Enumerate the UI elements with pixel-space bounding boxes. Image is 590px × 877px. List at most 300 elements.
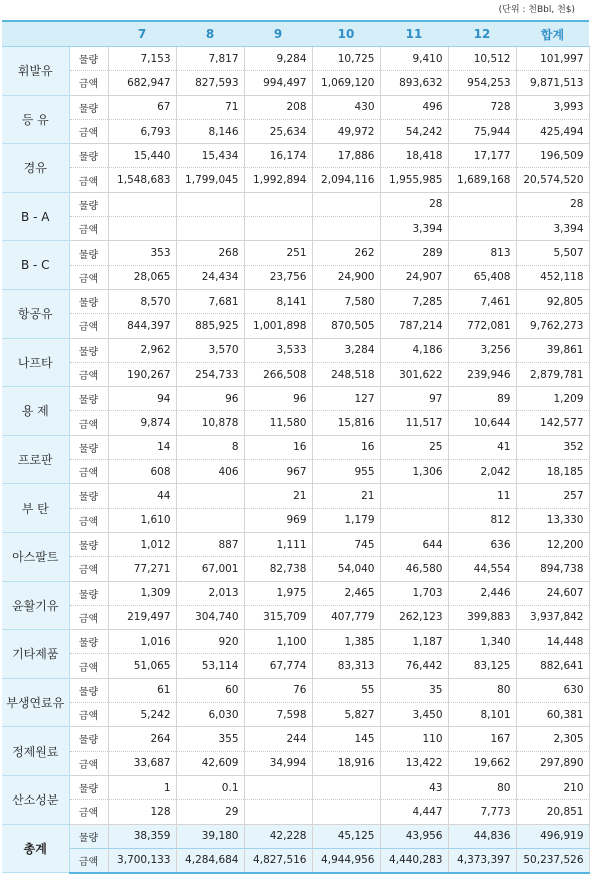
table-row xyxy=(2,824,589,848)
product-name: 경유 xyxy=(2,144,69,193)
volume-cell: 262 xyxy=(312,241,380,265)
amount-cell: 2,042 xyxy=(448,460,516,484)
amount-cell: 893,632 xyxy=(380,71,448,95)
row-type-label: 물량 xyxy=(69,630,108,654)
volume-total-cell: 210 xyxy=(516,775,589,799)
amount-cell: 5,242 xyxy=(108,703,176,727)
product-name: 정제원료 xyxy=(2,727,69,776)
volume-cell: 7,153 xyxy=(108,47,176,71)
volume-cell: 7,461 xyxy=(448,289,516,313)
volume-cell: 43,956 xyxy=(380,824,448,848)
amount-cell: 254,733 xyxy=(176,362,244,386)
volume-cell: 636 xyxy=(448,532,516,556)
amount-cell: 967 xyxy=(244,460,312,484)
amount-cell: 2,094,116 xyxy=(312,168,380,192)
amount-cell: 18,916 xyxy=(312,751,380,775)
volume-cell: 76 xyxy=(244,678,312,702)
amount-cell: 42,609 xyxy=(176,751,244,775)
volume-cell: 11 xyxy=(448,484,516,508)
amount-cell: 994,497 xyxy=(244,71,312,95)
volume-cell: 97 xyxy=(380,387,448,411)
table-row xyxy=(2,460,589,484)
volume-total-cell: 196,509 xyxy=(516,144,589,168)
amount-cell: 812 xyxy=(448,508,516,532)
amount-cell: 787,214 xyxy=(380,314,448,338)
row-type-label: 물량 xyxy=(69,775,108,799)
volume-cell xyxy=(448,192,516,216)
volume-cell: 3,533 xyxy=(244,338,312,362)
volume-total-cell: 24,607 xyxy=(516,581,589,605)
row-type-label: 금액 xyxy=(69,119,108,143)
amount-total-cell: 20,851 xyxy=(516,800,589,824)
volume-total-cell: 630 xyxy=(516,678,589,702)
volume-total-cell: 28 xyxy=(516,192,589,216)
table-row xyxy=(2,265,589,289)
amount-cell: 44,554 xyxy=(448,557,516,581)
table-row xyxy=(2,387,589,411)
volume-cell: 96 xyxy=(244,387,312,411)
table-row xyxy=(2,338,589,362)
row-type-label: 금액 xyxy=(69,703,108,727)
amount-cell: 1,306 xyxy=(380,460,448,484)
amount-cell: 955 xyxy=(312,460,380,484)
volume-cell: 430 xyxy=(312,95,380,119)
volume-cell: 3,570 xyxy=(176,338,244,362)
volume-cell: 1,012 xyxy=(108,532,176,556)
amount-total-cell: 18,185 xyxy=(516,460,589,484)
volume-cell: 3,284 xyxy=(312,338,380,362)
volume-cell: 71 xyxy=(176,95,244,119)
volume-cell: 38,359 xyxy=(108,824,176,848)
amount-cell xyxy=(244,217,312,241)
table-row xyxy=(2,217,589,241)
amount-cell: 4,944,956 xyxy=(312,848,380,872)
volume-cell: 61 xyxy=(108,678,176,702)
volume-cell xyxy=(176,484,244,508)
header-month-12: 12 xyxy=(448,21,516,47)
table-row xyxy=(2,144,589,168)
row-type-label: 금액 xyxy=(69,800,108,824)
volume-cell: 80 xyxy=(448,775,516,799)
amount-cell: 23,756 xyxy=(244,265,312,289)
amount-cell: 608 xyxy=(108,460,176,484)
row-type-label: 금액 xyxy=(69,460,108,484)
product-name: 총계 xyxy=(2,824,69,873)
table-row xyxy=(2,775,589,799)
volume-cell: 55 xyxy=(312,678,380,702)
volume-cell: 41 xyxy=(448,435,516,459)
row-type-label: 금액 xyxy=(69,751,108,775)
amount-cell: 1,179 xyxy=(312,508,380,532)
amount-cell: 34,994 xyxy=(244,751,312,775)
volume-cell: 25 xyxy=(380,435,448,459)
table-row xyxy=(2,95,589,119)
table-row xyxy=(2,678,589,702)
volume-cell: 45,125 xyxy=(312,824,380,848)
amount-cell: 15,816 xyxy=(312,411,380,435)
amount-cell: 885,925 xyxy=(176,314,244,338)
volume-cell: 80 xyxy=(448,678,516,702)
table-row xyxy=(2,168,589,192)
amount-cell: 1,610 xyxy=(108,508,176,532)
row-type-label: 물량 xyxy=(69,532,108,556)
amount-cell: 76,442 xyxy=(380,654,448,678)
row-type-label: 물량 xyxy=(69,192,108,216)
volume-cell: 920 xyxy=(176,630,244,654)
amount-cell: 3,700,133 xyxy=(108,848,176,872)
volume-cell xyxy=(244,192,312,216)
volume-cell: 21 xyxy=(312,484,380,508)
amount-cell: 7,598 xyxy=(244,703,312,727)
header-month-11: 11 xyxy=(380,21,448,47)
amount-cell: 4,373,397 xyxy=(448,848,516,872)
amount-total-cell: 13,330 xyxy=(516,508,589,532)
volume-cell: 127 xyxy=(312,387,380,411)
amount-total-cell: 882,641 xyxy=(516,654,589,678)
volume-cell: 8,570 xyxy=(108,289,176,313)
amount-total-cell: 142,577 xyxy=(516,411,589,435)
volume-cell: 1,016 xyxy=(108,630,176,654)
amount-cell: 8,101 xyxy=(448,703,516,727)
volume-cell: 42,228 xyxy=(244,824,312,848)
amount-cell: 4,827,516 xyxy=(244,848,312,872)
amount-cell: 6,793 xyxy=(108,119,176,143)
amount-cell: 8,146 xyxy=(176,119,244,143)
volume-cell: 39,180 xyxy=(176,824,244,848)
amount-cell: 969 xyxy=(244,508,312,532)
amount-cell: 301,622 xyxy=(380,362,448,386)
row-type-label: 물량 xyxy=(69,824,108,848)
amount-cell: 67,774 xyxy=(244,654,312,678)
amount-cell: 3,394 xyxy=(380,217,448,241)
amount-cell: 65,408 xyxy=(448,265,516,289)
row-type-label: 금액 xyxy=(69,362,108,386)
volume-total-cell: 257 xyxy=(516,484,589,508)
amount-cell: 24,434 xyxy=(176,265,244,289)
volume-cell: 94 xyxy=(108,387,176,411)
volume-total-cell: 3,993 xyxy=(516,95,589,119)
amount-cell: 24,900 xyxy=(312,265,380,289)
product-name: 부생연료유 xyxy=(2,678,69,727)
amount-cell: 1,548,683 xyxy=(108,168,176,192)
table-row xyxy=(2,557,589,581)
amount-total-cell: 3,394 xyxy=(516,217,589,241)
amount-total-cell: 894,738 xyxy=(516,557,589,581)
amount-cell: 54,040 xyxy=(312,557,380,581)
volume-cell: 15,434 xyxy=(176,144,244,168)
amount-cell xyxy=(108,217,176,241)
row-type-label: 물량 xyxy=(69,435,108,459)
volume-cell: 2,465 xyxy=(312,581,380,605)
amount-cell: 10,878 xyxy=(176,411,244,435)
row-type-label: 금액 xyxy=(69,411,108,435)
amount-total-cell: 9,871,513 xyxy=(516,71,589,95)
product-name: 윤활기유 xyxy=(2,581,69,630)
volume-cell: 728 xyxy=(448,95,516,119)
table-row xyxy=(2,362,589,386)
amount-total-cell: 3,937,842 xyxy=(516,605,589,629)
row-type-label: 물량 xyxy=(69,678,108,702)
row-type-label: 물량 xyxy=(69,387,108,411)
amount-cell: 870,505 xyxy=(312,314,380,338)
table-row xyxy=(2,119,589,143)
volume-total-cell: 352 xyxy=(516,435,589,459)
volume-cell: 10,725 xyxy=(312,47,380,71)
product-name: 산소성분 xyxy=(2,775,69,824)
volume-cell: 8 xyxy=(176,435,244,459)
amount-cell: 77,271 xyxy=(108,557,176,581)
amount-cell: 33,687 xyxy=(108,751,176,775)
volume-cell: 745 xyxy=(312,532,380,556)
row-type-label: 금액 xyxy=(69,168,108,192)
product-name: 아스팔트 xyxy=(2,532,69,581)
volume-cell: 9,410 xyxy=(380,47,448,71)
volume-cell: 44,836 xyxy=(448,824,516,848)
volume-cell: 355 xyxy=(176,727,244,751)
table-row xyxy=(2,848,589,872)
volume-cell: 1 xyxy=(108,775,176,799)
amount-cell: 1,955,985 xyxy=(380,168,448,192)
header-blank-cell xyxy=(2,21,69,47)
table-row xyxy=(2,484,589,508)
table-row xyxy=(2,800,589,824)
volume-cell: 1,309 xyxy=(108,581,176,605)
amount-cell: 827,593 xyxy=(176,71,244,95)
volume-total-cell: 101,997 xyxy=(516,47,589,71)
amount-cell: 315,709 xyxy=(244,605,312,629)
amount-cell: 53,114 xyxy=(176,654,244,678)
volume-total-cell: 14,448 xyxy=(516,630,589,654)
row-type-label: 물량 xyxy=(69,95,108,119)
row-type-label: 물량 xyxy=(69,484,108,508)
row-type-label: 물량 xyxy=(69,289,108,313)
amount-total-cell: 50,237,526 xyxy=(516,848,589,872)
volume-total-cell: 2,305 xyxy=(516,727,589,751)
amount-cell: 304,740 xyxy=(176,605,244,629)
table-row xyxy=(2,581,589,605)
table-row xyxy=(2,727,589,751)
volume-cell: 2,962 xyxy=(108,338,176,362)
table-body xyxy=(2,47,589,873)
table-row xyxy=(2,289,589,313)
volume-cell: 18,418 xyxy=(380,144,448,168)
row-type-label: 물량 xyxy=(69,47,108,71)
product-name: 프로판 xyxy=(2,435,69,484)
volume-cell: 35 xyxy=(380,678,448,702)
amount-cell: 682,947 xyxy=(108,71,176,95)
row-type-label: 금액 xyxy=(69,654,108,678)
amount-total-cell: 2,879,781 xyxy=(516,362,589,386)
amount-cell: 49,972 xyxy=(312,119,380,143)
amount-total-cell: 452,118 xyxy=(516,265,589,289)
amount-cell: 83,313 xyxy=(312,654,380,678)
product-name: 나프타 xyxy=(2,338,69,387)
volume-cell: 7,285 xyxy=(380,289,448,313)
volume-cell: 15,440 xyxy=(108,144,176,168)
product-name: 항공유 xyxy=(2,289,69,338)
amount-cell: 1,069,120 xyxy=(312,71,380,95)
row-type-label: 물량 xyxy=(69,241,108,265)
amount-cell xyxy=(244,800,312,824)
table-row xyxy=(2,605,589,629)
volume-cell xyxy=(176,192,244,216)
header-month-8: 8 xyxy=(176,21,244,47)
amount-cell: 46,580 xyxy=(380,557,448,581)
volume-cell: 1,187 xyxy=(380,630,448,654)
row-type-label: 물량 xyxy=(69,727,108,751)
amount-cell: 29 xyxy=(176,800,244,824)
volume-cell: 21 xyxy=(244,484,312,508)
amount-cell: 4,284,684 xyxy=(176,848,244,872)
volume-total-cell: 1,209 xyxy=(516,387,589,411)
volume-total-cell: 39,861 xyxy=(516,338,589,362)
row-type-label: 물량 xyxy=(69,144,108,168)
row-type-label: 금액 xyxy=(69,217,108,241)
volume-cell xyxy=(244,775,312,799)
amount-cell xyxy=(176,508,244,532)
petroleum-export-table xyxy=(2,20,590,874)
row-type-label: 물량 xyxy=(69,581,108,605)
volume-cell: 10,512 xyxy=(448,47,516,71)
volume-cell: 7,681 xyxy=(176,289,244,313)
volume-cell xyxy=(312,192,380,216)
volume-cell: 14 xyxy=(108,435,176,459)
table-row xyxy=(2,703,589,727)
amount-cell: 24,907 xyxy=(380,265,448,289)
volume-cell: 9,284 xyxy=(244,47,312,71)
volume-cell: 8,141 xyxy=(244,289,312,313)
product-name: 등 유 xyxy=(2,95,69,144)
header-total: 합계 xyxy=(516,21,589,47)
amount-cell: 1,689,168 xyxy=(448,168,516,192)
volume-total-cell: 5,507 xyxy=(516,241,589,265)
table-row xyxy=(2,508,589,532)
row-type-label: 금액 xyxy=(69,71,108,95)
table-row xyxy=(2,71,589,95)
row-type-label: 금액 xyxy=(69,848,108,872)
amount-cell: 11,580 xyxy=(244,411,312,435)
amount-cell: 54,242 xyxy=(380,119,448,143)
volume-cell: 67 xyxy=(108,95,176,119)
volume-cell: 208 xyxy=(244,95,312,119)
volume-cell: 167 xyxy=(448,727,516,751)
table-row xyxy=(2,314,589,338)
amount-total-cell: 60,381 xyxy=(516,703,589,727)
volume-cell: 813 xyxy=(448,241,516,265)
amount-total-cell: 20,574,520 xyxy=(516,168,589,192)
amount-cell: 399,883 xyxy=(448,605,516,629)
amount-cell: 83,125 xyxy=(448,654,516,678)
amount-cell: 3,450 xyxy=(380,703,448,727)
volume-cell: 1,340 xyxy=(448,630,516,654)
volume-cell xyxy=(380,484,448,508)
volume-cell: 353 xyxy=(108,241,176,265)
header-blank-cell xyxy=(69,21,108,47)
volume-cell: 2,013 xyxy=(176,581,244,605)
amount-cell: 219,497 xyxy=(108,605,176,629)
product-name: B - C xyxy=(2,241,69,290)
volume-cell: 1,100 xyxy=(244,630,312,654)
amount-cell: 262,123 xyxy=(380,605,448,629)
volume-cell: 3,256 xyxy=(448,338,516,362)
product-name: 용 제 xyxy=(2,387,69,436)
volume-cell: 16 xyxy=(244,435,312,459)
table-row xyxy=(2,47,589,71)
table-row xyxy=(2,411,589,435)
amount-cell: 10,644 xyxy=(448,411,516,435)
product-name: 휘발유 xyxy=(2,47,69,96)
amount-cell: 67,001 xyxy=(176,557,244,581)
product-name: 기타제품 xyxy=(2,630,69,679)
amount-cell: 407,779 xyxy=(312,605,380,629)
volume-cell: 1,385 xyxy=(312,630,380,654)
volume-total-cell: 496,919 xyxy=(516,824,589,848)
amount-total-cell: 425,494 xyxy=(516,119,589,143)
amount-cell xyxy=(448,217,516,241)
row-type-label: 금액 xyxy=(69,265,108,289)
table-row xyxy=(2,435,589,459)
volume-cell: 264 xyxy=(108,727,176,751)
volume-cell: 43 xyxy=(380,775,448,799)
amount-cell: 82,738 xyxy=(244,557,312,581)
table-row xyxy=(2,630,589,654)
amount-cell: 6,030 xyxy=(176,703,244,727)
product-name: 부 탄 xyxy=(2,484,69,533)
volume-cell: 251 xyxy=(244,241,312,265)
amount-cell xyxy=(312,800,380,824)
table-row xyxy=(2,192,589,216)
amount-cell xyxy=(380,508,448,532)
amount-cell: 266,508 xyxy=(244,362,312,386)
volume-cell: 16,174 xyxy=(244,144,312,168)
table-row xyxy=(2,241,589,265)
volume-cell: 496 xyxy=(380,95,448,119)
amount-cell: 772,081 xyxy=(448,314,516,338)
volume-cell: 28 xyxy=(380,192,448,216)
amount-cell: 13,422 xyxy=(380,751,448,775)
amount-cell xyxy=(312,217,380,241)
amount-cell: 844,397 xyxy=(108,314,176,338)
amount-cell: 11,517 xyxy=(380,411,448,435)
volume-cell: 244 xyxy=(244,727,312,751)
header-row xyxy=(2,21,589,47)
volume-cell: 17,177 xyxy=(448,144,516,168)
volume-cell: 7,817 xyxy=(176,47,244,71)
volume-cell: 2,446 xyxy=(448,581,516,605)
amount-cell: 954,253 xyxy=(448,71,516,95)
volume-cell: 96 xyxy=(176,387,244,411)
volume-cell: 7,580 xyxy=(312,289,380,313)
header-month-9: 9 xyxy=(244,21,312,47)
amount-cell: 406 xyxy=(176,460,244,484)
volume-cell: 89 xyxy=(448,387,516,411)
amount-cell: 5,827 xyxy=(312,703,380,727)
amount-cell: 7,773 xyxy=(448,800,516,824)
amount-cell: 1,992,894 xyxy=(244,168,312,192)
volume-cell: 44 xyxy=(108,484,176,508)
amount-cell: 19,662 xyxy=(448,751,516,775)
amount-cell: 9,874 xyxy=(108,411,176,435)
volume-cell: 1,111 xyxy=(244,532,312,556)
row-type-label: 금액 xyxy=(69,605,108,629)
volume-total-cell: 12,200 xyxy=(516,532,589,556)
row-type-label: 금액 xyxy=(69,314,108,338)
volume-cell: 644 xyxy=(380,532,448,556)
amount-total-cell: 297,890 xyxy=(516,751,589,775)
volume-cell: 1,975 xyxy=(244,581,312,605)
volume-cell xyxy=(312,775,380,799)
amount-cell: 239,946 xyxy=(448,362,516,386)
